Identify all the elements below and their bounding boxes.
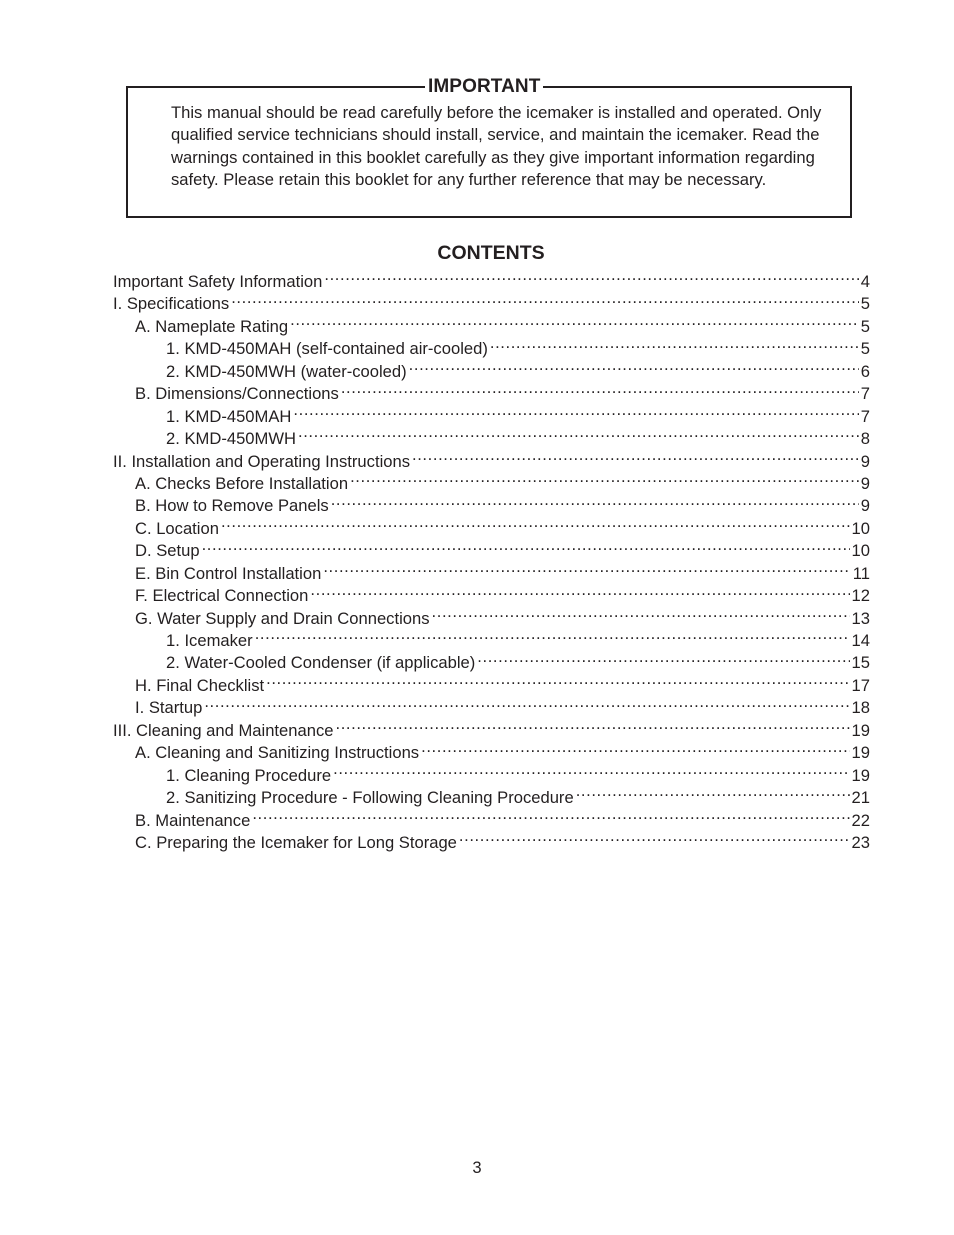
toc-entry-label: B. Dimensions/Connections	[135, 384, 339, 404]
toc-dot-leader	[333, 759, 849, 781]
toc-entry-page: 7	[860, 384, 870, 404]
toc-entry-label: A. Cleaning and Sanitizing Instructions	[135, 743, 420, 763]
toc-entry-label: 1. KMD-450MAH (self-contained air-cooled)	[166, 339, 488, 359]
toc-dot-leader	[221, 512, 850, 534]
toc-entry-label: C. Location	[135, 518, 219, 538]
toc-dot-leader	[335, 714, 849, 736]
toc-entry-page: 10	[851, 518, 870, 538]
toc-dot-leader	[252, 804, 849, 826]
toc-entry-page: 17	[851, 675, 870, 695]
toc-entry-page: 22	[851, 810, 870, 830]
toc-entry-page: 11	[852, 563, 870, 583]
toc-entry-page: 13	[851, 608, 870, 628]
toc-entry-page: 19	[851, 720, 870, 740]
toc-entry-label: F. Electrical Connection	[135, 586, 309, 606]
toc-entry-page: 19	[851, 765, 870, 785]
toc-entry-page: 9	[860, 496, 870, 516]
toc-entry-page: 4	[860, 272, 870, 291]
toc-dot-leader	[323, 557, 850, 579]
toc-entry-page: 7	[860, 406, 870, 426]
toc-dot-leader	[255, 624, 850, 646]
toc-entry-label: E. Bin Control Installation	[135, 563, 322, 583]
toc-entry-label: A. Checks Before Installation	[135, 473, 349, 493]
toc-entry-label: Important Safety Information	[113, 272, 323, 291]
toc-entry-label: B. How to Remove Panels	[135, 496, 329, 516]
toc-entry[interactable]	[113, 714, 870, 740]
toc-dot-leader	[293, 400, 858, 422]
toc-entry-page: 9	[860, 451, 870, 471]
toc-dot-leader	[459, 826, 850, 848]
toc-entry-label: C. Preparing the Icemaker for Long Storage	[135, 832, 457, 852]
toc-entry-label: G. Water Supply and Drain Connections	[135, 608, 430, 628]
toc-entry-label: II. Installation and Operating Instructions	[113, 451, 411, 471]
toc-entry-label: 1. Cleaning Procedure	[166, 765, 332, 785]
toc-entry[interactable]	[113, 691, 870, 718]
contents-heading: CONTENTS	[437, 242, 545, 264]
toc-entry-page: 10	[851, 541, 870, 561]
toc-dot-leader	[576, 781, 850, 803]
toc-dot-leader	[350, 467, 859, 489]
toc-entry-page: 21	[851, 788, 870, 808]
important-notice-box	[126, 76, 852, 218]
toc-dot-leader	[204, 691, 849, 713]
toc-entry-page: 5	[860, 294, 870, 314]
toc-dot-leader	[290, 310, 859, 332]
toc-dot-leader	[324, 265, 858, 287]
toc-entry-page: 12	[851, 586, 870, 606]
toc-entry-label: 2. Sanitizing Procedure - Following Cleaning Procedure	[166, 788, 574, 808]
toc-entry-label: I. Startup	[135, 698, 203, 718]
toc-entry-label: A. Nameplate Rating	[135, 316, 289, 336]
toc-entry-page: 5	[860, 316, 870, 336]
toc-entry-label: 2. Water-Cooled Condenser (if applicable)	[166, 653, 476, 673]
toc-dot-leader	[341, 377, 859, 399]
toc-entry-label: 1. Icemaker	[166, 631, 253, 650]
toc-entry-label: III. Cleaning and Maintenance	[113, 720, 334, 740]
toc-entry-page: 23	[851, 832, 870, 852]
toc-entry-page: 6	[860, 361, 870, 381]
toc-dot-leader	[490, 332, 859, 354]
toc-entry-label: 2. KMD-450MWH	[166, 429, 297, 449]
toc-dot-leader	[331, 489, 859, 511]
toc-entry[interactable]	[113, 534, 870, 561]
toc-entry[interactable]	[113, 265, 870, 291]
page-number: 3	[472, 1158, 482, 1177]
toc-dot-leader	[421, 736, 849, 758]
toc-dot-leader	[409, 355, 859, 377]
toc-entry-page: 8	[860, 429, 870, 449]
toc-entry[interactable]	[113, 557, 870, 583]
table-of-contents	[113, 265, 870, 852]
toc-dot-leader	[202, 534, 850, 556]
toc-entry-page: 19	[851, 743, 870, 763]
toc-dot-leader	[231, 287, 859, 309]
toc-entry-page: 15	[851, 653, 870, 673]
toc-entry-page: 14	[851, 631, 870, 650]
toc-dot-leader	[298, 422, 859, 444]
toc-entry-label: 2. KMD-450MWH (water-cooled)	[166, 361, 407, 381]
toc-entry-label: I. Specifications	[113, 294, 230, 314]
toc-entry-page: 9	[860, 473, 870, 493]
important-heading: IMPORTANT	[425, 76, 543, 98]
toc-dot-leader	[266, 669, 849, 691]
toc-dot-leader	[432, 602, 850, 624]
toc-dot-leader	[310, 579, 849, 601]
toc-entry-label: H. Final Checklist	[135, 675, 265, 695]
toc-entry[interactable]	[113, 512, 870, 538]
toc-entry-page: 5	[860, 339, 870, 359]
toc-entry-label: B. Maintenance	[135, 810, 251, 830]
toc-entry-page: 18	[851, 698, 870, 718]
toc-dot-leader	[412, 445, 859, 467]
toc-entry-label: 1. KMD-450MAH	[166, 406, 292, 426]
toc-dot-leader	[477, 646, 849, 668]
toc-entry-label: D. Setup	[135, 541, 200, 561]
important-notice-text: This manual should be read carefully before the icemaker is installed and operated. Only qualified service technicians should install, service, and maintain the icemaker. Read the warnings contained in this booklet carefully as they give important information regarding safety. Please retain this booklet for any further reference that may be necessary.	[171, 103, 822, 190]
